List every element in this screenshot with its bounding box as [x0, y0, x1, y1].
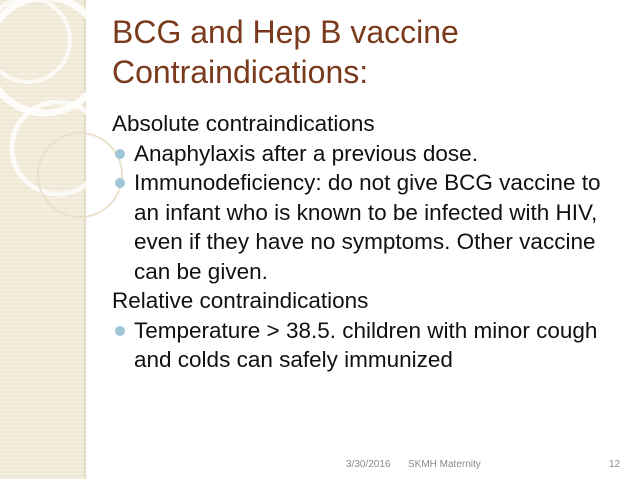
footer-date: 3/30/2016 [346, 459, 391, 470]
bullet-dot [115, 178, 125, 188]
page-number: 12 [609, 459, 621, 470]
bullet-text: Immunodeficiency: do not give BCG vaccine to an infant who is known to be infected with HIV, even if they have no symptoms. Other vaccine can be given. [134, 170, 601, 284]
bullet-text: Anaphylaxis after a previous dose. [134, 140, 478, 166]
absolute-bullet-1 [112, 139, 627, 169]
deco-circle-lower [12, 102, 104, 194]
bullet-text: Temperature > 38.5. children with minor cough and colds can safely immunized [134, 317, 598, 372]
relative-bullet-1 [112, 316, 627, 375]
bullet-dot [115, 149, 125, 159]
title-line-2: Contraindications: [112, 54, 369, 90]
title-line-1: BCG and Hep B vaccine [112, 14, 459, 50]
deco-circle-outer [0, 0, 103, 113]
deco-circle-thin [38, 133, 122, 217]
bullet-dot [115, 326, 125, 336]
slide-footer [0, 459, 638, 473]
absolute-bullet-2 [112, 168, 627, 286]
absolute-heading: Absolute contraindications [112, 111, 375, 136]
relative-heading: Relative contraindications [112, 288, 369, 313]
slide-title [112, 12, 622, 92]
slide-body [112, 109, 627, 375]
footer-label: SKMH Maternity [408, 459, 481, 470]
